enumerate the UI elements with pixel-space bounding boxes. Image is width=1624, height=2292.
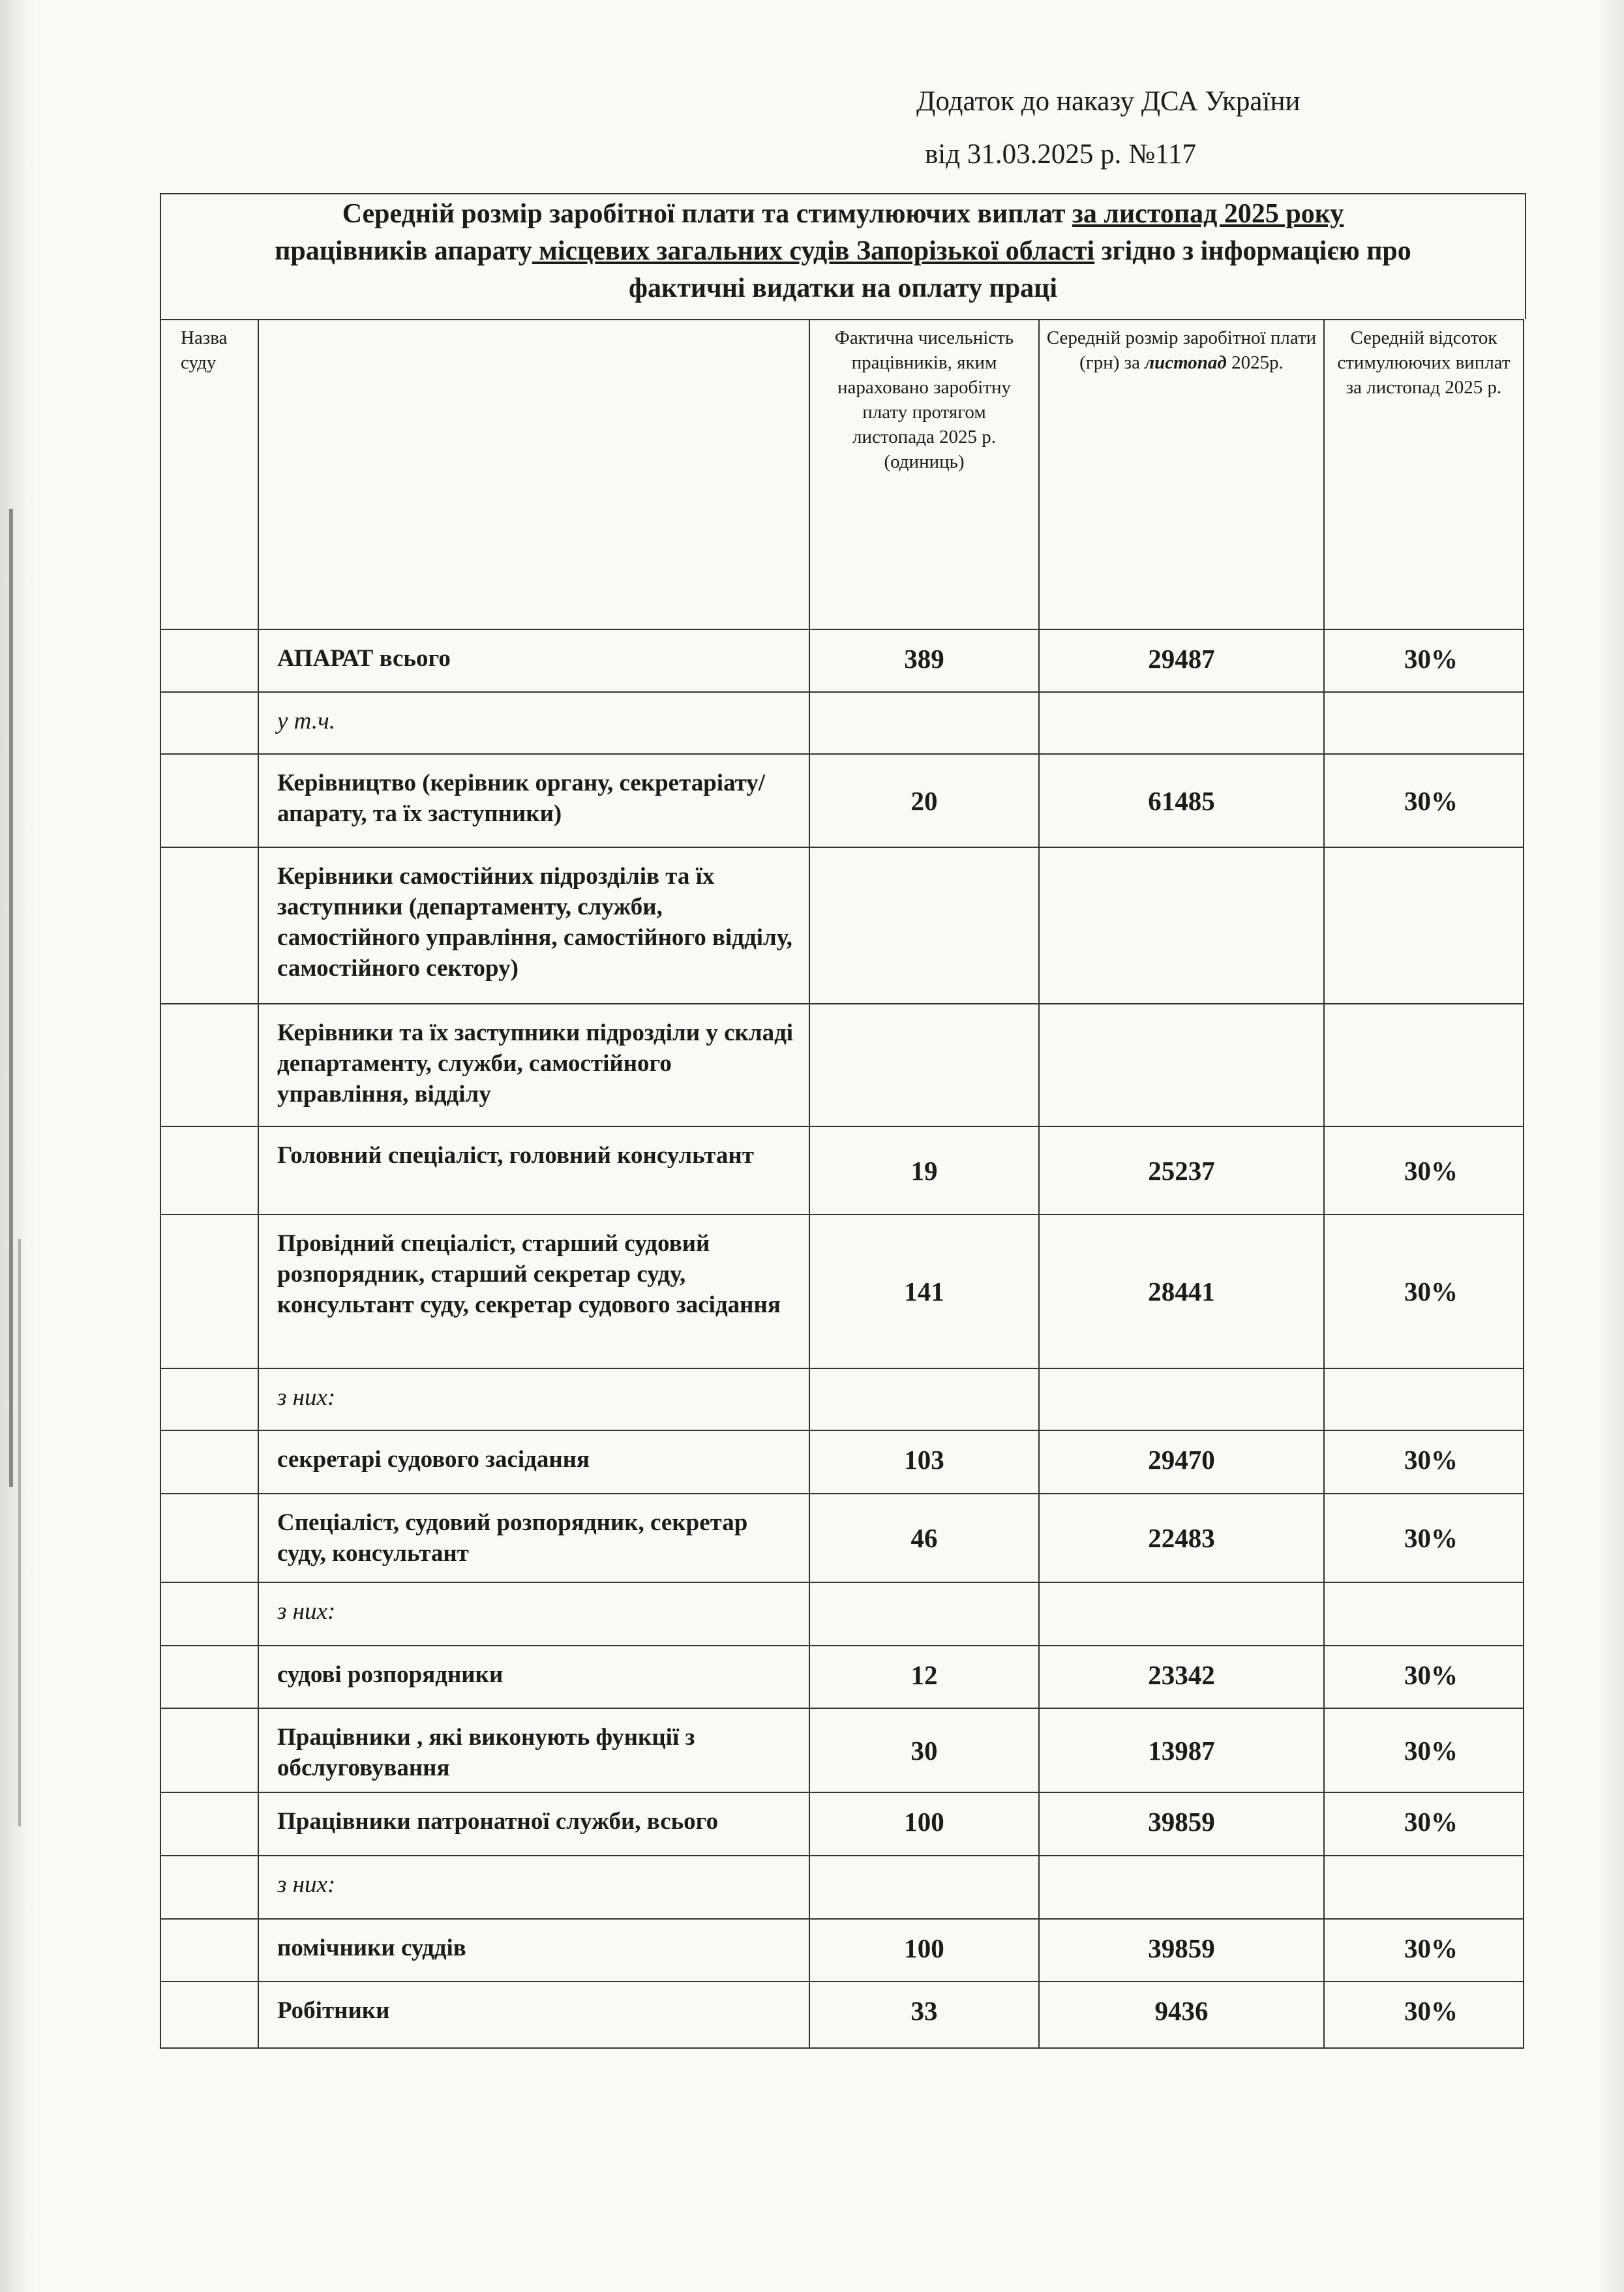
- percent-value: 30%: [1404, 1660, 1458, 1690]
- table-row: [160, 847, 1524, 1004]
- salary-value: 13987: [1148, 1735, 1215, 1766]
- count-cell: [809, 629, 1039, 692]
- percent-value: 30%: [1404, 1276, 1458, 1306]
- category-cell: [258, 1004, 809, 1126]
- category-cell: [258, 1214, 809, 1368]
- category-label: Провідний спеціаліст, старший судовий розпорядник, старший секретар суду, консультант суду, секретар судового засідання: [277, 1230, 781, 1318]
- percent-value: 30%: [1404, 1933, 1458, 1963]
- count-cell: [809, 1856, 1039, 1919]
- category-cell: [258, 1792, 809, 1856]
- percent-value: 30%: [1404, 644, 1458, 674]
- percent-cell: [1324, 1582, 1524, 1646]
- title-line-3: фактичні видатки на оплату праці: [628, 273, 1058, 303]
- salary-value: [1040, 1369, 1323, 1430]
- category-cell: [258, 847, 809, 1004]
- category-label: Працівники патронатної служби, всього: [277, 1808, 719, 1835]
- percent-cell: [1324, 1494, 1524, 1582]
- salary-cell: [1039, 692, 1324, 754]
- percent-value: 30%: [1404, 1807, 1458, 1837]
- table-row: [160, 754, 1524, 847]
- count-cell: [809, 847, 1039, 1004]
- count-value: 46: [910, 1523, 938, 1553]
- percent-cell: [1324, 1646, 1524, 1708]
- table-row: [160, 629, 1524, 692]
- count-cell: [809, 1494, 1039, 1582]
- salary-cell: [1039, 1126, 1324, 1214]
- scan-streak: [9, 509, 13, 1487]
- salary-value: [1040, 1583, 1323, 1645]
- percent-value: 30%: [1404, 1735, 1458, 1766]
- salary-cell: [1039, 629, 1324, 692]
- category-label: Робітники: [277, 1997, 390, 2024]
- salary-value: 39859: [1148, 1933, 1215, 1963]
- salary-cell: [1039, 1856, 1324, 1919]
- count-value: 141: [904, 1276, 944, 1306]
- court-cell: [160, 754, 258, 847]
- category-cell: [258, 1856, 809, 1919]
- table-row: [160, 1126, 1524, 1214]
- salary-cell: [1039, 754, 1324, 847]
- court-cell: [160, 629, 258, 692]
- category-cell: [258, 1126, 809, 1214]
- salary-table: [160, 319, 1524, 2049]
- court-cell: [160, 1856, 258, 1919]
- percent-cell: [1324, 692, 1524, 754]
- header-row: [160, 320, 1524, 629]
- count-cell: [809, 1582, 1039, 1646]
- table-row: [160, 1856, 1524, 1919]
- table-row: [160, 1708, 1524, 1792]
- category-cell: [258, 692, 809, 754]
- title-period: за листопад 2025 року: [1072, 199, 1344, 229]
- court-cell: [160, 1004, 258, 1126]
- percent-cell: [1324, 1982, 1524, 2048]
- count-value: 100: [904, 1807, 944, 1837]
- header-count: Фактична чисельність працівників, яким нараховано заробітну плату протягом листопада 2025 р. (одиниць): [809, 320, 1039, 629]
- salary-cell: [1039, 1214, 1324, 1368]
- salary-cell: [1039, 1792, 1324, 1856]
- percent-cell: [1324, 1004, 1524, 1126]
- header-salary: Середній розмір заробітної плати (грн) за листопад 2025р.: [1039, 320, 1324, 629]
- scan-shadow-right: [1598, 0, 1624, 2292]
- appendix-line-1: Додаток до наказу ДСА України: [916, 86, 1301, 117]
- category-label: з них:: [277, 1384, 336, 1411]
- table-row: [160, 1430, 1524, 1494]
- table-row: [160, 1582, 1524, 1646]
- category-cell: [258, 1368, 809, 1430]
- salary-value: 29470: [1148, 1445, 1215, 1475]
- percent-cell: [1324, 1856, 1524, 1919]
- table-row: [160, 1646, 1524, 1708]
- percent-cell: [1324, 1214, 1524, 1368]
- salary-cell: [1039, 1004, 1324, 1126]
- table-row: [160, 1004, 1524, 1126]
- category-cell: [258, 754, 809, 847]
- percent-cell: [1324, 1430, 1524, 1494]
- table-row: [160, 1368, 1524, 1430]
- count-cell: [809, 1646, 1039, 1708]
- salary-cell: [1039, 1982, 1324, 2048]
- percent-cell: [1324, 1792, 1524, 1856]
- court-cell: [160, 1214, 258, 1368]
- category-cell: [258, 1982, 809, 2048]
- count-value: [810, 1583, 1038, 1645]
- percent-value: [1325, 848, 1523, 1003]
- category-cell: [258, 1708, 809, 1792]
- count-value: 389: [904, 644, 944, 674]
- category-label: Головний спеціаліст, головний консультант: [277, 1142, 754, 1169]
- category-cell: [258, 1430, 809, 1494]
- count-cell: [809, 1430, 1039, 1494]
- category-label: Керівники та їх заступники підрозділи у складі департаменту, служби, самостійного управління, відділу: [277, 1019, 794, 1108]
- category-label: Керівники самостійних підрозділів та їх заступники (департаменту, служби, самостійного управління, самостійного відділу, самостійного сектору): [277, 863, 792, 982]
- salary-cell: [1039, 1708, 1324, 1792]
- count-value: 100: [904, 1933, 944, 1963]
- count-cell: [809, 1004, 1039, 1126]
- scan-shadow-left: [0, 0, 46, 2292]
- category-cell: [258, 1646, 809, 1708]
- title-text: Середній розмір заробітної плати та стимулюючих виплат: [342, 199, 1073, 229]
- salary-cell: [1039, 1494, 1324, 1582]
- court-cell: [160, 1582, 258, 1646]
- count-value: [810, 1369, 1038, 1430]
- count-cell: [809, 1708, 1039, 1792]
- court-cell: [160, 692, 258, 754]
- count-value: 19: [910, 1155, 938, 1186]
- percent-value: [1325, 1583, 1523, 1645]
- percent-cell: [1324, 1126, 1524, 1214]
- table-row: [160, 692, 1524, 754]
- header-court-name: Назва суду: [160, 320, 258, 629]
- count-cell: [809, 1919, 1039, 1982]
- category-label: з них:: [277, 1871, 336, 1898]
- category-label: у т.ч.: [277, 708, 335, 734]
- salary-value: [1040, 848, 1323, 1003]
- salary-value: 23342: [1148, 1660, 1215, 1690]
- count-value: [810, 1004, 1038, 1126]
- percent-cell: [1324, 629, 1524, 692]
- count-cell: [809, 754, 1039, 847]
- salary-cell: [1039, 1582, 1324, 1646]
- category-label: Працівники , які виконують функції з обслуговування: [277, 1724, 695, 1781]
- title-text: працівників апарату: [275, 236, 532, 266]
- table-row: [160, 1214, 1524, 1368]
- salary-value: 39859: [1148, 1807, 1215, 1837]
- title-courts: місцевих загальних судів Запорізької області: [532, 236, 1095, 266]
- count-value: 12: [910, 1660, 938, 1690]
- category-label: з них:: [277, 1598, 336, 1625]
- percent-value: [1325, 1369, 1523, 1430]
- title-line-1: [161, 196, 1525, 233]
- court-cell: [160, 1430, 258, 1494]
- salary-value: 25237: [1148, 1155, 1215, 1186]
- percent-cell: [1324, 754, 1524, 847]
- count-value: 103: [904, 1445, 944, 1475]
- title-line-2: [161, 233, 1525, 270]
- count-cell: [809, 692, 1039, 754]
- category-label: секретарі судового засідання: [277, 1446, 590, 1473]
- court-cell: [160, 1919, 258, 1982]
- count-cell: [809, 1214, 1039, 1368]
- salary-value: [1040, 1856, 1323, 1918]
- court-cell: [160, 1126, 258, 1214]
- scan-streak: [18, 1239, 21, 1826]
- count-value: [810, 848, 1038, 1003]
- salary-cell: [1039, 1430, 1324, 1494]
- court-cell: [160, 1494, 258, 1582]
- appendix-line-2: від 31.03.2025 р. №117: [925, 139, 1197, 170]
- court-cell: [160, 847, 258, 1004]
- table-row: [160, 1792, 1524, 1856]
- percent-cell: [1324, 1368, 1524, 1430]
- count-value: 33: [910, 1996, 938, 2026]
- court-cell: [160, 1646, 258, 1708]
- count-value: [810, 1856, 1038, 1918]
- category-label: помічники суддів: [277, 1935, 466, 1961]
- header-empty: [258, 320, 809, 629]
- percent-value: [1325, 1004, 1523, 1126]
- table-row: [160, 1982, 1524, 2048]
- count-cell: [809, 1982, 1039, 2048]
- title-text: згідно з інформацією про: [1094, 236, 1411, 266]
- salary-value: 28441: [1148, 1276, 1215, 1306]
- percent-value: 30%: [1404, 1996, 1458, 2026]
- salary-value: 61485: [1148, 785, 1215, 816]
- count-cell: [809, 1126, 1039, 1214]
- count-value: [810, 693, 1038, 753]
- count-cell: [809, 1792, 1039, 1856]
- percent-cell: [1324, 847, 1524, 1004]
- category-label: судові розпорядники: [277, 1661, 504, 1688]
- percent-cell: [1324, 1919, 1524, 1982]
- salary-value: [1040, 1004, 1323, 1126]
- salary-cell: [1039, 1646, 1324, 1708]
- salary-cell: [1039, 847, 1324, 1004]
- salary-value: 29487: [1148, 644, 1215, 674]
- percent-value: [1325, 693, 1523, 753]
- category-cell: [258, 1494, 809, 1582]
- salary-cell: [1039, 1368, 1324, 1430]
- table-row: [160, 1494, 1524, 1582]
- category-cell: [258, 629, 809, 692]
- salary-value: [1040, 693, 1323, 753]
- court-cell: [160, 1792, 258, 1856]
- court-cell: [160, 1708, 258, 1792]
- salary-cell: [1039, 1919, 1324, 1982]
- category-label: АПАРАТ всього: [277, 645, 451, 672]
- category-label: Керівництво (керівник органу, секретаріату/апарату, та їх заступники): [277, 770, 766, 827]
- salary-value: 22483: [1148, 1523, 1215, 1553]
- count-value: 30: [910, 1735, 938, 1766]
- document-title: [160, 193, 1526, 319]
- table-row: [160, 1919, 1524, 1982]
- percent-value: [1325, 1856, 1523, 1918]
- count-cell: [809, 1368, 1039, 1430]
- percent-value: 30%: [1404, 1155, 1458, 1186]
- percent-value: 30%: [1404, 785, 1458, 816]
- percent-value: 30%: [1404, 1445, 1458, 1475]
- category-cell: [258, 1919, 809, 1982]
- category-label: Спеціаліст, судовий розпорядник, секретар суду, консультант: [277, 1509, 748, 1567]
- header-percent: Середній відсоток стимулюючих виплат за листопад 2025 р.: [1324, 320, 1524, 629]
- percent-cell: [1324, 1708, 1524, 1792]
- court-cell: [160, 1368, 258, 1430]
- salary-value: 9436: [1154, 1996, 1209, 2026]
- category-cell: [258, 1582, 809, 1646]
- count-value: 20: [910, 785, 938, 816]
- court-cell: [160, 1982, 258, 2048]
- percent-value: 30%: [1404, 1523, 1458, 1553]
